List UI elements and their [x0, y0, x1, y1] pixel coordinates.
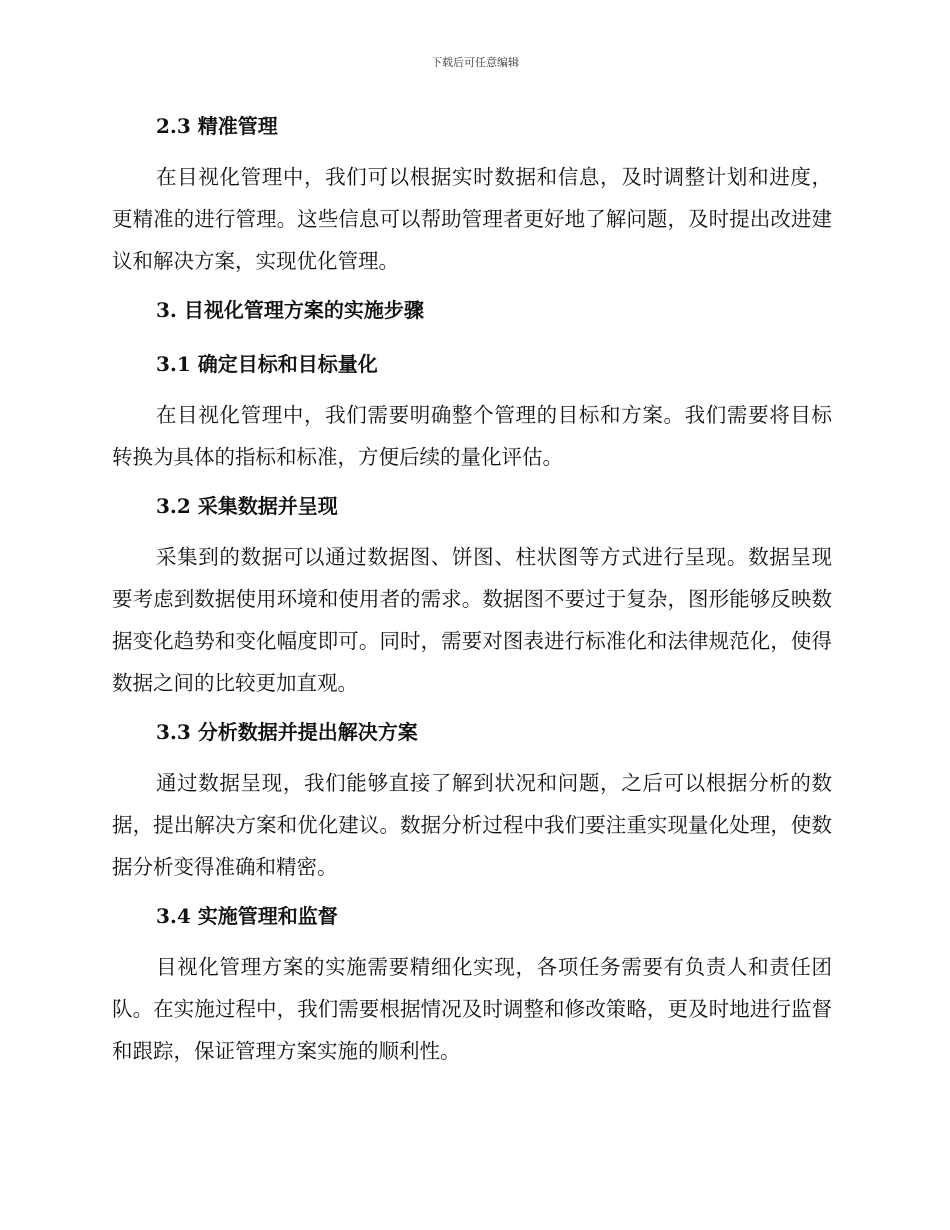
section-heading: 3.3 分析数据并提出解决方案 [156, 720, 418, 744]
section-heading: 3. 目视化管理方案的实施步骤 [156, 298, 424, 322]
paragraph: 通过数据呈现，我们能够直接了解到状况和问题，之后可以根据分析的数据，提出解决方案和优化建议。数据分析过程中我们要注重实现量化处理，使数据分析变得准确和精密。 [112, 771, 832, 879]
paragraph: 在目视化管理中，我们需要明确整个管理的目标和方案。我们需要将目标转换为具体的指标和标准，方便后续的量化评估。 [112, 403, 832, 469]
paragraph: 在目视化管理中，我们可以根据实时数据和信息，及时调整计划和进度，更精准的进行管理。这些信息可以帮助管理者更好地了解问题，及时提出改进建议和解决方案，实现优化管理。 [112, 165, 832, 273]
page-header: 下载后可任意编辑 [431, 56, 519, 69]
paragraph: 采集到的数据可以通过数据图、饼图、柱状图等方式进行呈现。数据呈现要考虑到数据使用环境和使用者的需求。数据图不要过于复杂，图形能够反映数据变化趋势和变化幅度即可。同时，需要对图表进行标准化和法律规范化，使得数据之间的比较更加直观。 [112, 545, 832, 695]
document-body [112, 110, 832, 1072]
section-heading: 2.3 精准管理 [156, 114, 278, 138]
section-heading: 3.4 实施管理和监督 [156, 904, 338, 928]
section-heading: 3.1 确定目标和目标量化 [156, 352, 378, 376]
paragraph: 目视化管理方案的实施需要精细化实现，各项任务需要有负责人和责任团队。在实施过程中，我们需要根据情况及时调整和修改策略，更及时地进行监督和跟踪，保证管理方案实施的顺利性。 [112, 955, 832, 1063]
section-heading: 3.2 采集数据并呈现 [156, 494, 338, 518]
